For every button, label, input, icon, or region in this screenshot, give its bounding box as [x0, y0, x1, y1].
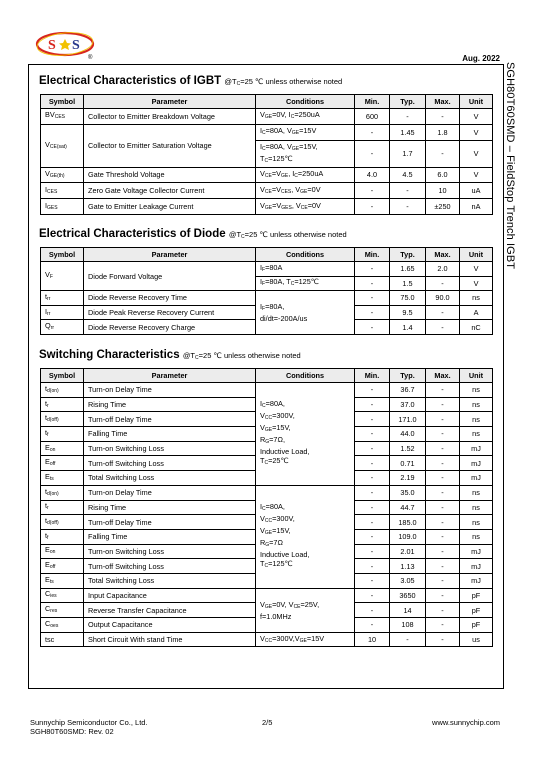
col-symbol: Symbol — [41, 369, 84, 383]
max-cell: - — [426, 305, 460, 320]
typ-cell: 1.13 — [390, 559, 426, 574]
min-cell: - — [355, 618, 390, 633]
parameter-cell: Rising Time — [84, 500, 256, 515]
unit-cell: V — [460, 109, 493, 125]
min-cell: - — [355, 383, 390, 398]
parameter-cell: Turn-on Delay Time — [84, 383, 256, 398]
col-symbol: Symbol — [41, 248, 84, 262]
table-header-row — [41, 95, 493, 109]
col-conditions: Conditions — [256, 248, 355, 262]
unit-cell: pF — [460, 603, 493, 618]
symbol-cell: $I_{CES}$ — [41, 183, 84, 199]
parameter-cell: Turn-off Delay Time — [84, 515, 256, 530]
symbol-cell: $E_{on}$ — [41, 441, 84, 456]
table-row — [41, 588, 493, 603]
max-cell: - — [426, 573, 460, 588]
table-header-row — [41, 248, 493, 262]
parameter-cell: Collector to Emitter Saturation Voltage — [84, 124, 256, 167]
symbol-cell: $E_{off}$ — [41, 559, 84, 574]
table-row — [41, 199, 493, 215]
typ-cell: - — [390, 183, 426, 199]
max-cell: - — [426, 632, 460, 647]
max-cell: - — [426, 320, 460, 335]
min-cell: - — [355, 199, 390, 215]
unit-cell: ns — [460, 427, 493, 442]
max-cell: - — [426, 109, 460, 125]
symbol-cell: $t_{d(on)}$ — [41, 383, 84, 398]
min-cell: - — [355, 397, 390, 412]
typ-cell: 109.0 — [390, 529, 426, 544]
symbol-cell: $C_{ies}$ — [41, 588, 84, 603]
max-cell: - — [426, 618, 460, 633]
typ-cell: 1.5 — [390, 276, 426, 291]
max-cell: 90.0 — [426, 291, 460, 306]
typ-cell: 1.7 — [390, 140, 426, 167]
unit-cell: ns — [460, 397, 493, 412]
max-cell: - — [426, 471, 460, 486]
col-min: Min. — [355, 369, 390, 383]
min-cell: - — [355, 603, 390, 618]
unit-cell: ns — [460, 383, 493, 398]
col-parameter: Parameter — [84, 248, 256, 262]
max-cell: - — [426, 412, 460, 427]
parameter-cell: Turn-off Delay Time — [84, 412, 256, 427]
unit-cell: pF — [460, 588, 493, 603]
unit-cell: mJ — [460, 544, 493, 559]
symbol-cell: $E_{ts}$ — [41, 471, 84, 486]
conditions-cell: $V_{GE}=0V$, $V_{CE}=25V$, f=1.0MHz — [256, 588, 355, 632]
parameter-cell: Reverse Transfer Capacitance — [84, 603, 256, 618]
symbol-cell: tsc — [41, 632, 84, 647]
typ-cell: 1.4 — [390, 320, 426, 335]
typ-cell: 14 — [390, 603, 426, 618]
unit-cell: nA — [460, 199, 493, 215]
symbol-cell: $t_{d(on)}$ — [41, 485, 84, 500]
max-cell: - — [426, 603, 460, 618]
max-cell: 2.0 — [426, 262, 460, 277]
unit-cell: ns — [460, 291, 493, 306]
unit-cell: ns — [460, 529, 493, 544]
col-unit: Unit — [460, 369, 493, 383]
parameter-cell: Total Switching Loss — [84, 471, 256, 486]
typ-cell: 44.0 — [390, 427, 426, 442]
side-title-text: SGH80T60SMD – FieldStop Trench IGBT — [504, 62, 516, 270]
min-cell: - — [355, 183, 390, 199]
symbol-cell: $I_{GES}$ — [41, 199, 84, 215]
symbol-cell: $t_{d(off)}$ — [41, 412, 84, 427]
typ-cell: 1.65 — [390, 262, 426, 277]
typ-cell: - — [390, 199, 426, 215]
min-cell: 600 — [355, 109, 390, 125]
min-cell: - — [355, 305, 390, 320]
unit-cell: A — [460, 305, 493, 320]
typ-cell: 4.5 — [390, 167, 426, 183]
unit-cell: mJ — [460, 471, 493, 486]
conditions-cell: $V_{CE}=V_{CES}$, $V_{GE}=0V$ — [256, 183, 355, 199]
col-unit: Unit — [460, 248, 493, 262]
max-cell: - — [426, 397, 460, 412]
max-cell: - — [426, 559, 460, 574]
min-cell: 10 — [355, 632, 390, 647]
table-row — [41, 109, 493, 125]
min-cell: - — [355, 573, 390, 588]
parameter-cell: Output Capacitance — [84, 618, 256, 633]
document-date: Aug. 2022 — [462, 54, 500, 63]
typ-cell: - — [390, 109, 426, 125]
max-cell: - — [426, 456, 460, 471]
conditions-cell: $V_{GE}=0V$, $I_C=250uA$ — [256, 109, 355, 125]
parameter-cell: Total Switching Loss — [84, 573, 256, 588]
typ-cell: 9.5 — [390, 305, 426, 320]
col-unit: Unit — [460, 95, 493, 109]
parameter-cell: Diode Forward Voltage — [84, 262, 256, 291]
parameter-cell: Falling Time — [84, 529, 256, 544]
svg-text:®: ® — [88, 55, 93, 60]
parameter-cell: Gate Threshold Voltage — [84, 167, 256, 183]
table-row — [41, 291, 493, 306]
unit-cell: ns — [460, 515, 493, 530]
min-cell: - — [355, 276, 390, 291]
symbol-cell: $t_r$ — [41, 500, 84, 515]
min-cell: - — [355, 291, 390, 306]
table-row — [41, 183, 493, 199]
min-cell: - — [355, 485, 390, 500]
page-number: 2/5 — [262, 718, 273, 727]
typ-cell: 171.0 — [390, 412, 426, 427]
unit-cell: ns — [460, 500, 493, 515]
parameter-cell: Gate to Emitter Leakage Current — [84, 199, 256, 215]
conditions-cell: $I_F=80A$ — [256, 262, 355, 277]
unit-cell: ns — [460, 412, 493, 427]
unit-cell: nC — [460, 320, 493, 335]
typ-cell: 2.01 — [390, 544, 426, 559]
unit-cell: pF — [460, 618, 493, 633]
typ-cell: - — [390, 632, 426, 647]
max-cell: - — [426, 427, 460, 442]
company-logo — [34, 30, 98, 60]
svg-text:S: S — [72, 38, 80, 53]
switching-condition-note: $@T_C=25$ ℃ unless otherwise noted — [182, 351, 301, 361]
symbol-cell: $t_{d(off)}$ — [41, 515, 84, 530]
parameter-cell: Collector to Emitter Breakdown Voltage — [84, 109, 256, 125]
symbol-cell: $t_{rr}$ — [41, 291, 84, 306]
table-header-row — [41, 369, 493, 383]
symbol-cell: $V_{GE(th)}$ — [41, 167, 84, 183]
col-typ: Typ. — [390, 248, 426, 262]
max-cell: 1.8 — [426, 124, 460, 140]
footer-website[interactable]: www.sunnychip.com — [432, 718, 500, 727]
max-cell: - — [426, 544, 460, 559]
symbol-cell: $E_{ts}$ — [41, 573, 84, 588]
igbt-characteristics-table — [40, 94, 493, 215]
conditions-cell: $V_{GE}=V_{GES}$, $V_{CE}=0V$ — [256, 199, 355, 215]
max-cell: 6.0 — [426, 167, 460, 183]
unit-cell: V — [460, 140, 493, 167]
min-cell: - — [355, 544, 390, 559]
col-typ: Typ. — [390, 369, 426, 383]
col-parameter: Parameter — [84, 95, 256, 109]
typ-cell: 1.45 — [390, 124, 426, 140]
unit-cell: V — [460, 276, 493, 291]
unit-cell: uA — [460, 183, 493, 199]
typ-cell: 3.05 — [390, 573, 426, 588]
conditions-cell: $V_{CC}=300V,V_{GE}=15V$ — [256, 632, 355, 647]
col-parameter: Parameter — [84, 369, 256, 383]
typ-cell: 3650 — [390, 588, 426, 603]
max-cell: - — [426, 529, 460, 544]
unit-cell: us — [460, 632, 493, 647]
min-cell: - — [355, 559, 390, 574]
svg-text:S: S — [48, 38, 56, 53]
col-max: Max. — [426, 95, 460, 109]
parameter-cell: Turn-off Switching Loss — [84, 456, 256, 471]
min-cell: - — [355, 412, 390, 427]
symbol-cell: $V_{CE(sat)}$ — [41, 124, 84, 167]
unit-cell: mJ — [460, 559, 493, 574]
parameter-cell: Short Circuit With stand Time — [84, 632, 256, 647]
min-cell: - — [355, 262, 390, 277]
symbol-cell: $BV_{CES}$ — [41, 109, 84, 125]
min-cell: - — [355, 124, 390, 140]
min-cell: - — [355, 471, 390, 486]
min-cell: - — [355, 320, 390, 335]
igbt-title-text: Electrical Characteristics of IGBT — [39, 75, 222, 87]
typ-cell: 35.0 — [390, 485, 426, 500]
typ-cell: 2.19 — [390, 471, 426, 486]
parameter-cell: Turn-on Delay Time — [84, 485, 256, 500]
typ-cell: 75.0 — [390, 291, 426, 306]
footer-left — [30, 718, 148, 736]
symbol-cell: $E_{off}$ — [41, 456, 84, 471]
symbol-cell: $C_{oes}$ — [41, 618, 84, 633]
unit-cell: V — [460, 262, 493, 277]
diode-characteristics-table — [40, 247, 493, 335]
parameter-cell: Rising Time — [84, 397, 256, 412]
symbol-cell: $t_f$ — [41, 529, 84, 544]
unit-cell: ns — [460, 485, 493, 500]
conditions-cell: $I_F=80A$, $T_C=125℃$ — [256, 276, 355, 291]
col-symbol: Symbol — [41, 95, 84, 109]
max-cell: - — [426, 485, 460, 500]
parameter-cell: Input Capacitance — [84, 588, 256, 603]
symbol-cell: $C_{res}$ — [41, 603, 84, 618]
switching-title-text: Switching Characteristics — [39, 349, 180, 361]
symbol-cell: $Q_{rr}$ — [41, 320, 84, 335]
unit-cell: mJ — [460, 456, 493, 471]
parameter-cell: Zero Gate Voltage Collector Current — [84, 183, 256, 199]
parameter-cell: Diode Peak Reverse Recovery Current — [84, 305, 256, 320]
unit-cell: V — [460, 167, 493, 183]
typ-cell: 185.0 — [390, 515, 426, 530]
symbol-cell: $t_f$ — [41, 427, 84, 442]
min-cell: - — [355, 140, 390, 167]
parameter-cell: Diode Reverse Recovery Charge — [84, 320, 256, 335]
unit-cell: mJ — [460, 573, 493, 588]
max-cell: ±250 — [426, 199, 460, 215]
max-cell: - — [426, 441, 460, 456]
conditions-cell: $I_C=80A$, $V_{CC}=300V$, $V_{GE}=15V$, $R_G=7\Omega$ Inductive Load, $T_C=125℃$ — [256, 485, 355, 588]
min-cell: - — [355, 500, 390, 515]
col-min: Min. — [355, 95, 390, 109]
col-max: Max. — [426, 248, 460, 262]
unit-cell: V — [460, 124, 493, 140]
min-cell: - — [355, 588, 390, 603]
conditions-cell: $I_F=80A$, di/dt=-200A/us — [256, 291, 355, 335]
max-cell: - — [426, 140, 460, 167]
min-cell: - — [355, 427, 390, 442]
diode-condition-note: $@T_C=25$ ℃ unless otherwise noted — [228, 230, 347, 240]
unit-cell: mJ — [460, 441, 493, 456]
table-row — [41, 124, 493, 140]
col-conditions: Conditions — [256, 369, 355, 383]
max-cell: - — [426, 500, 460, 515]
min-cell: - — [355, 529, 390, 544]
max-cell: - — [426, 276, 460, 291]
table-row — [41, 167, 493, 183]
max-cell: - — [426, 515, 460, 530]
max-cell: - — [426, 588, 460, 603]
conditions-cell: $V_{CE}=V_{GE}$, $I_C=250uA$ — [256, 167, 355, 183]
min-cell: - — [355, 456, 390, 471]
max-cell: - — [426, 383, 460, 398]
symbol-cell: $V_F$ — [41, 262, 84, 291]
col-max: Max. — [426, 369, 460, 383]
table-row — [41, 485, 493, 500]
col-typ: Typ. — [390, 95, 426, 109]
typ-cell: 36.7 — [390, 383, 426, 398]
typ-cell: 108 — [390, 618, 426, 633]
min-cell: 4.0 — [355, 167, 390, 183]
col-min: Min. — [355, 248, 390, 262]
switching-section-title — [39, 349, 301, 361]
conditions-cell: $I_C=80A$, $V_{GE}=15V$, $T_C=125℃$ — [256, 140, 355, 167]
typ-cell: 0.71 — [390, 456, 426, 471]
conditions-cell: $I_C=80A$, $V_{CC}=300V$, $V_{GE}=15V$, $R_G=7\Omega$, Inductive Load, $T_C=25℃$ — [256, 383, 355, 486]
table-row — [41, 383, 493, 398]
parameter-cell: Diode Reverse Recovery Time — [84, 291, 256, 306]
conditions-cell: $I_C=80A$, $V_{GE}=15V$ — [256, 124, 355, 140]
switching-characteristics-table — [40, 368, 493, 647]
table-row — [41, 632, 493, 647]
footer-company: Sunnychip Semiconductor Co., Ltd. — [30, 718, 148, 727]
typ-cell: 1.52 — [390, 441, 426, 456]
table-row — [41, 262, 493, 277]
parameter-cell: Turn-on Switching Loss — [84, 544, 256, 559]
col-conditions: Conditions — [256, 95, 355, 109]
symbol-cell: $E_{on}$ — [41, 544, 84, 559]
symbol-cell: $t_r$ — [41, 397, 84, 412]
side-title — [502, 62, 526, 402]
min-cell: - — [355, 441, 390, 456]
parameter-cell: Turn-on Switching Loss — [84, 441, 256, 456]
footer-revision: SGH80T60SMD: Rev. 02 — [30, 727, 114, 736]
igbt-condition-note: $@T_C=25$ ℃ unless otherwise noted — [224, 77, 343, 87]
diode-section-title — [39, 228, 347, 240]
igbt-section-title — [39, 75, 342, 87]
diode-title-text: Electrical Characteristics of Diode — [39, 228, 226, 240]
symbol-cell: $I_{rr}$ — [41, 305, 84, 320]
parameter-cell: Turn-off Switching Loss — [84, 559, 256, 574]
typ-cell: 44.7 — [390, 500, 426, 515]
typ-cell: 37.0 — [390, 397, 426, 412]
min-cell: - — [355, 515, 390, 530]
parameter-cell: Falling Time — [84, 427, 256, 442]
max-cell: 10 — [426, 183, 460, 199]
